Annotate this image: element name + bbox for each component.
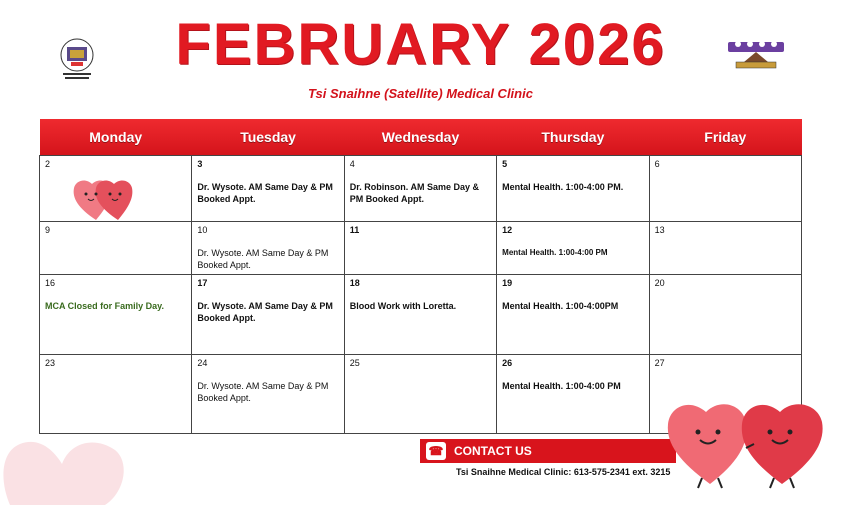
weekday-tuesday: Tuesday [192,119,344,156]
contact-us-banner[interactable] [420,439,676,463]
weekday-friday: Friday [649,119,801,156]
day-cell[interactable] [344,222,496,275]
day-number: 10 [197,225,208,235]
event-text: Dr. Wysote. AM Same Day & PM Booked Appt. [197,182,333,204]
page-subtitle: Tsi Snaihne (Satellite) Medical Clinic [308,86,533,101]
day-number: 4 [349,159,355,169]
day-cell[interactable] [649,156,801,222]
day-cell[interactable] [649,275,801,355]
day-number: 3 [197,159,203,169]
heart-couple-icon [68,172,146,224]
event-text: Dr. Wysote. AM Same Day & PM Booked Appt. [197,248,329,270]
day-cell[interactable] [40,355,192,434]
day-number: 17 [197,278,208,288]
day-cell[interactable] [344,275,496,355]
day-cell[interactable] [497,355,649,434]
day-cell[interactable] [40,275,192,355]
day-number: 25 [349,358,360,368]
day-cell[interactable] [192,355,344,434]
day-cell[interactable] [344,355,496,434]
event-text: Dr. Wysote. AM Same Day & PM Booked Appt. [197,381,329,403]
day-number: 19 [502,278,513,288]
event-text: Blood Work with Loretta. [349,301,457,311]
day-number: 27 [654,358,665,368]
week-row [40,222,802,275]
event-text: Dr. Robinson. AM Same Day & PM Booked Appt. [349,182,479,204]
day-number: 24 [197,358,208,368]
heart-couple-icon [662,392,832,490]
event-text: Mental Health. 1:00-4:00 PM [502,381,621,391]
faded-heart-icon [0,432,130,505]
event-text: Mental Health. 1:00-4:00PM [502,301,619,311]
weekday-thursday: Thursday [497,119,649,156]
day-number: 16 [45,278,56,288]
day-number: 23 [45,358,56,368]
day-cell[interactable] [40,156,192,222]
day-number: 5 [502,159,508,169]
week-row [40,275,802,355]
day-cell[interactable] [344,156,496,222]
event-text: Mental Health. 1:00-4:00 PM [502,248,608,257]
day-cell[interactable] [497,156,649,222]
weekday-wednesday: Wednesday [344,119,496,156]
week-row [40,156,802,222]
day-number: 18 [349,278,360,288]
event-text: MCA Closed for Family Day. [45,301,165,311]
day-number: 6 [654,159,660,169]
day-number: 11 [349,225,360,235]
contact-us-label: CONTACT US [454,444,532,458]
day-number: 9 [45,225,51,235]
weekday-header-row [40,119,802,156]
day-cell[interactable] [192,222,344,275]
day-cell[interactable] [497,275,649,355]
phone-icon: ☎ [426,442,446,460]
day-number: 2 [45,159,51,169]
day-number: 26 [502,358,513,368]
day-cell[interactable] [649,222,801,275]
day-number: 20 [654,278,665,288]
day-cell[interactable] [497,222,649,275]
event-text: Mental Health. 1:00-4:00 PM. [502,182,624,192]
calendar-grid [39,119,802,434]
page-title: FEBRUARY 2026 [175,12,666,77]
weekday-monday: Monday [40,119,192,156]
contact-info: Tsi Snaihne Medical Clinic: 613-575-2341 ext. 3215 [456,467,671,477]
day-number: 13 [654,225,665,235]
day-cell[interactable] [40,222,192,275]
day-number: 12 [502,225,513,235]
day-cell[interactable] [192,156,344,222]
event-text: Dr. Wysote. AM Same Day & PM Booked Appt. [197,301,333,323]
day-cell[interactable] [192,275,344,355]
